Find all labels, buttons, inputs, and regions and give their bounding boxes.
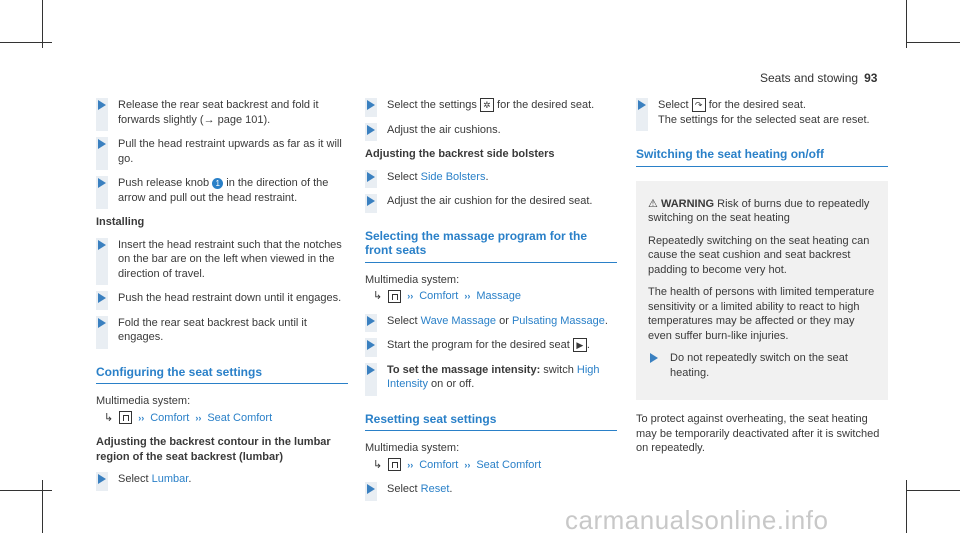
crop-mark <box>906 42 960 43</box>
page-number: 93 <box>864 71 878 85</box>
number-badge-icon: 1 <box>212 178 223 189</box>
heading-seat-heating: Switching the seat heating on/off <box>636 147 888 167</box>
arrow-icon <box>98 318 106 328</box>
menu-path: ↳ ›› Comfort ›› Seat Comfort <box>104 411 273 424</box>
return-arrow-icon: ↳ <box>373 458 383 471</box>
double-chevron-icon: ›› <box>464 291 471 301</box>
arrow-icon <box>98 139 106 149</box>
step: Select Reset. <box>365 482 617 497</box>
arrow-icon <box>98 474 106 484</box>
watermark: carmanualsonline.info <box>565 505 829 535</box>
multimedia-label: Multimedia system: <box>365 442 460 454</box>
step: Do not repeatedly switch on the seat heating. <box>648 351 876 380</box>
multimedia-label: Multimedia system: <box>365 273 460 286</box>
step: Push the head restraint down until it engages. <box>96 291 348 306</box>
step: Insert the head restraint such that the notches on the bar are on the left when viewed in the direction of travel. <box>96 238 348 282</box>
home-icon <box>119 411 132 424</box>
crop-mark <box>42 480 43 533</box>
double-chevron-icon: ›› <box>407 459 414 470</box>
crop-mark <box>0 490 52 491</box>
subheading-lumbar: Adjusting the backrest contour in the lumbar region of the seat backrest (lumbar) <box>96 436 331 463</box>
step: Select Wave Massage or Pulsating Massage. <box>365 314 617 329</box>
step: Select Lumbar. <box>96 472 348 487</box>
step: Select the settings ✲ for the desired seat. <box>365 98 617 113</box>
column-3 <box>636 98 888 456</box>
crop-mark <box>906 480 907 533</box>
step: To set the massage intensity: switch High Intensity on or off. <box>365 363 617 392</box>
crop-mark <box>42 0 43 48</box>
column-2 <box>365 98 617 507</box>
menu-path: ↳ ›› Comfort ›› Seat Comfort <box>373 458 542 471</box>
crop-mark <box>906 0 907 48</box>
arrow-icon <box>98 240 106 250</box>
play-icon: ▶ <box>573 338 587 352</box>
arrow-icon <box>367 172 375 182</box>
step: Adjust the air cushion for the desired seat. <box>365 194 617 209</box>
heading-resetting: Resetting seat settings <box>365 412 617 432</box>
arrow-icon <box>638 100 646 110</box>
arrow-icon <box>98 178 106 188</box>
reset-icon: ↷ <box>692 98 706 112</box>
step: Select ↷ for the desired seat. The settings for the selected seat are reset. <box>636 98 888 127</box>
arrow-icon <box>367 365 375 375</box>
settings-icon: ✲ <box>480 98 494 112</box>
arrow-icon <box>367 316 375 326</box>
arrow-icon <box>367 196 375 206</box>
home-icon <box>388 290 401 303</box>
menu-path: ↳ ›› Comfort ›› Massage <box>373 290 521 302</box>
arrow-icon <box>367 484 375 494</box>
arrow-icon <box>650 353 658 363</box>
step: Release the rear seat backrest and fold it forwards slightly (→ page 101). <box>96 98 348 127</box>
warning-icon: ⚠ <box>648 197 658 210</box>
step: Adjust the air cushions. <box>365 123 617 138</box>
home-icon <box>388 458 401 471</box>
crop-mark <box>0 42 52 43</box>
crop-mark <box>906 490 960 491</box>
heading-massage: Selecting the massage program for the front seats <box>365 229 617 263</box>
warning-box: ⚠ WARNING Risk of burns due to repeatedly switching on the seat heating Repeatedly switching on the seat heating can cause the seat cushion and seat backrest padding to become very hot. The health of persons with limited temperature sensitivity or a limited ability to react to high temperatures may be affected or they may even suffer burn-like injuries. Do not repeatedly switch on the seat heating. <box>636 181 888 401</box>
arrow-icon <box>98 293 106 303</box>
multimedia-label: Multimedia system: <box>96 395 191 407</box>
subheading-installing: Installing <box>96 216 145 228</box>
subheading-bolsters: Adjusting the backrest side bolsters <box>365 148 555 160</box>
paragraph: To protect against overheating, the seat heating may be temporarily deactivated after it is switched on repeatedly. <box>636 413 880 454</box>
heading-configuring: Configuring the seat settings <box>96 365 348 385</box>
step: Push release knob 1 in the direction of the arrow and pull out the head restraint. <box>96 176 348 205</box>
arrow-icon <box>367 340 375 350</box>
return-arrow-icon: ↳ <box>104 411 114 424</box>
step: Select Side Bolsters. <box>365 170 617 185</box>
arrow-icon <box>367 125 375 135</box>
step: Start the program for the desired seat ▶ . <box>365 338 617 353</box>
column-1 <box>96 98 348 497</box>
arrow-icon <box>98 100 106 110</box>
double-chevron-icon: ›› <box>138 412 145 423</box>
double-chevron-icon: ›› <box>195 412 202 423</box>
double-chevron-icon: ›› <box>407 291 414 301</box>
step: Fold the rear seat backrest back until it engages. <box>96 316 348 345</box>
double-chevron-icon: ›› <box>464 459 471 470</box>
page-header <box>760 71 877 85</box>
return-arrow-icon: ↳ <box>373 290 383 302</box>
section-title: Seats and stowing <box>760 71 859 85</box>
step: Pull the head restraint upwards as far as it will go. <box>96 137 348 166</box>
arrow-icon <box>367 100 375 110</box>
